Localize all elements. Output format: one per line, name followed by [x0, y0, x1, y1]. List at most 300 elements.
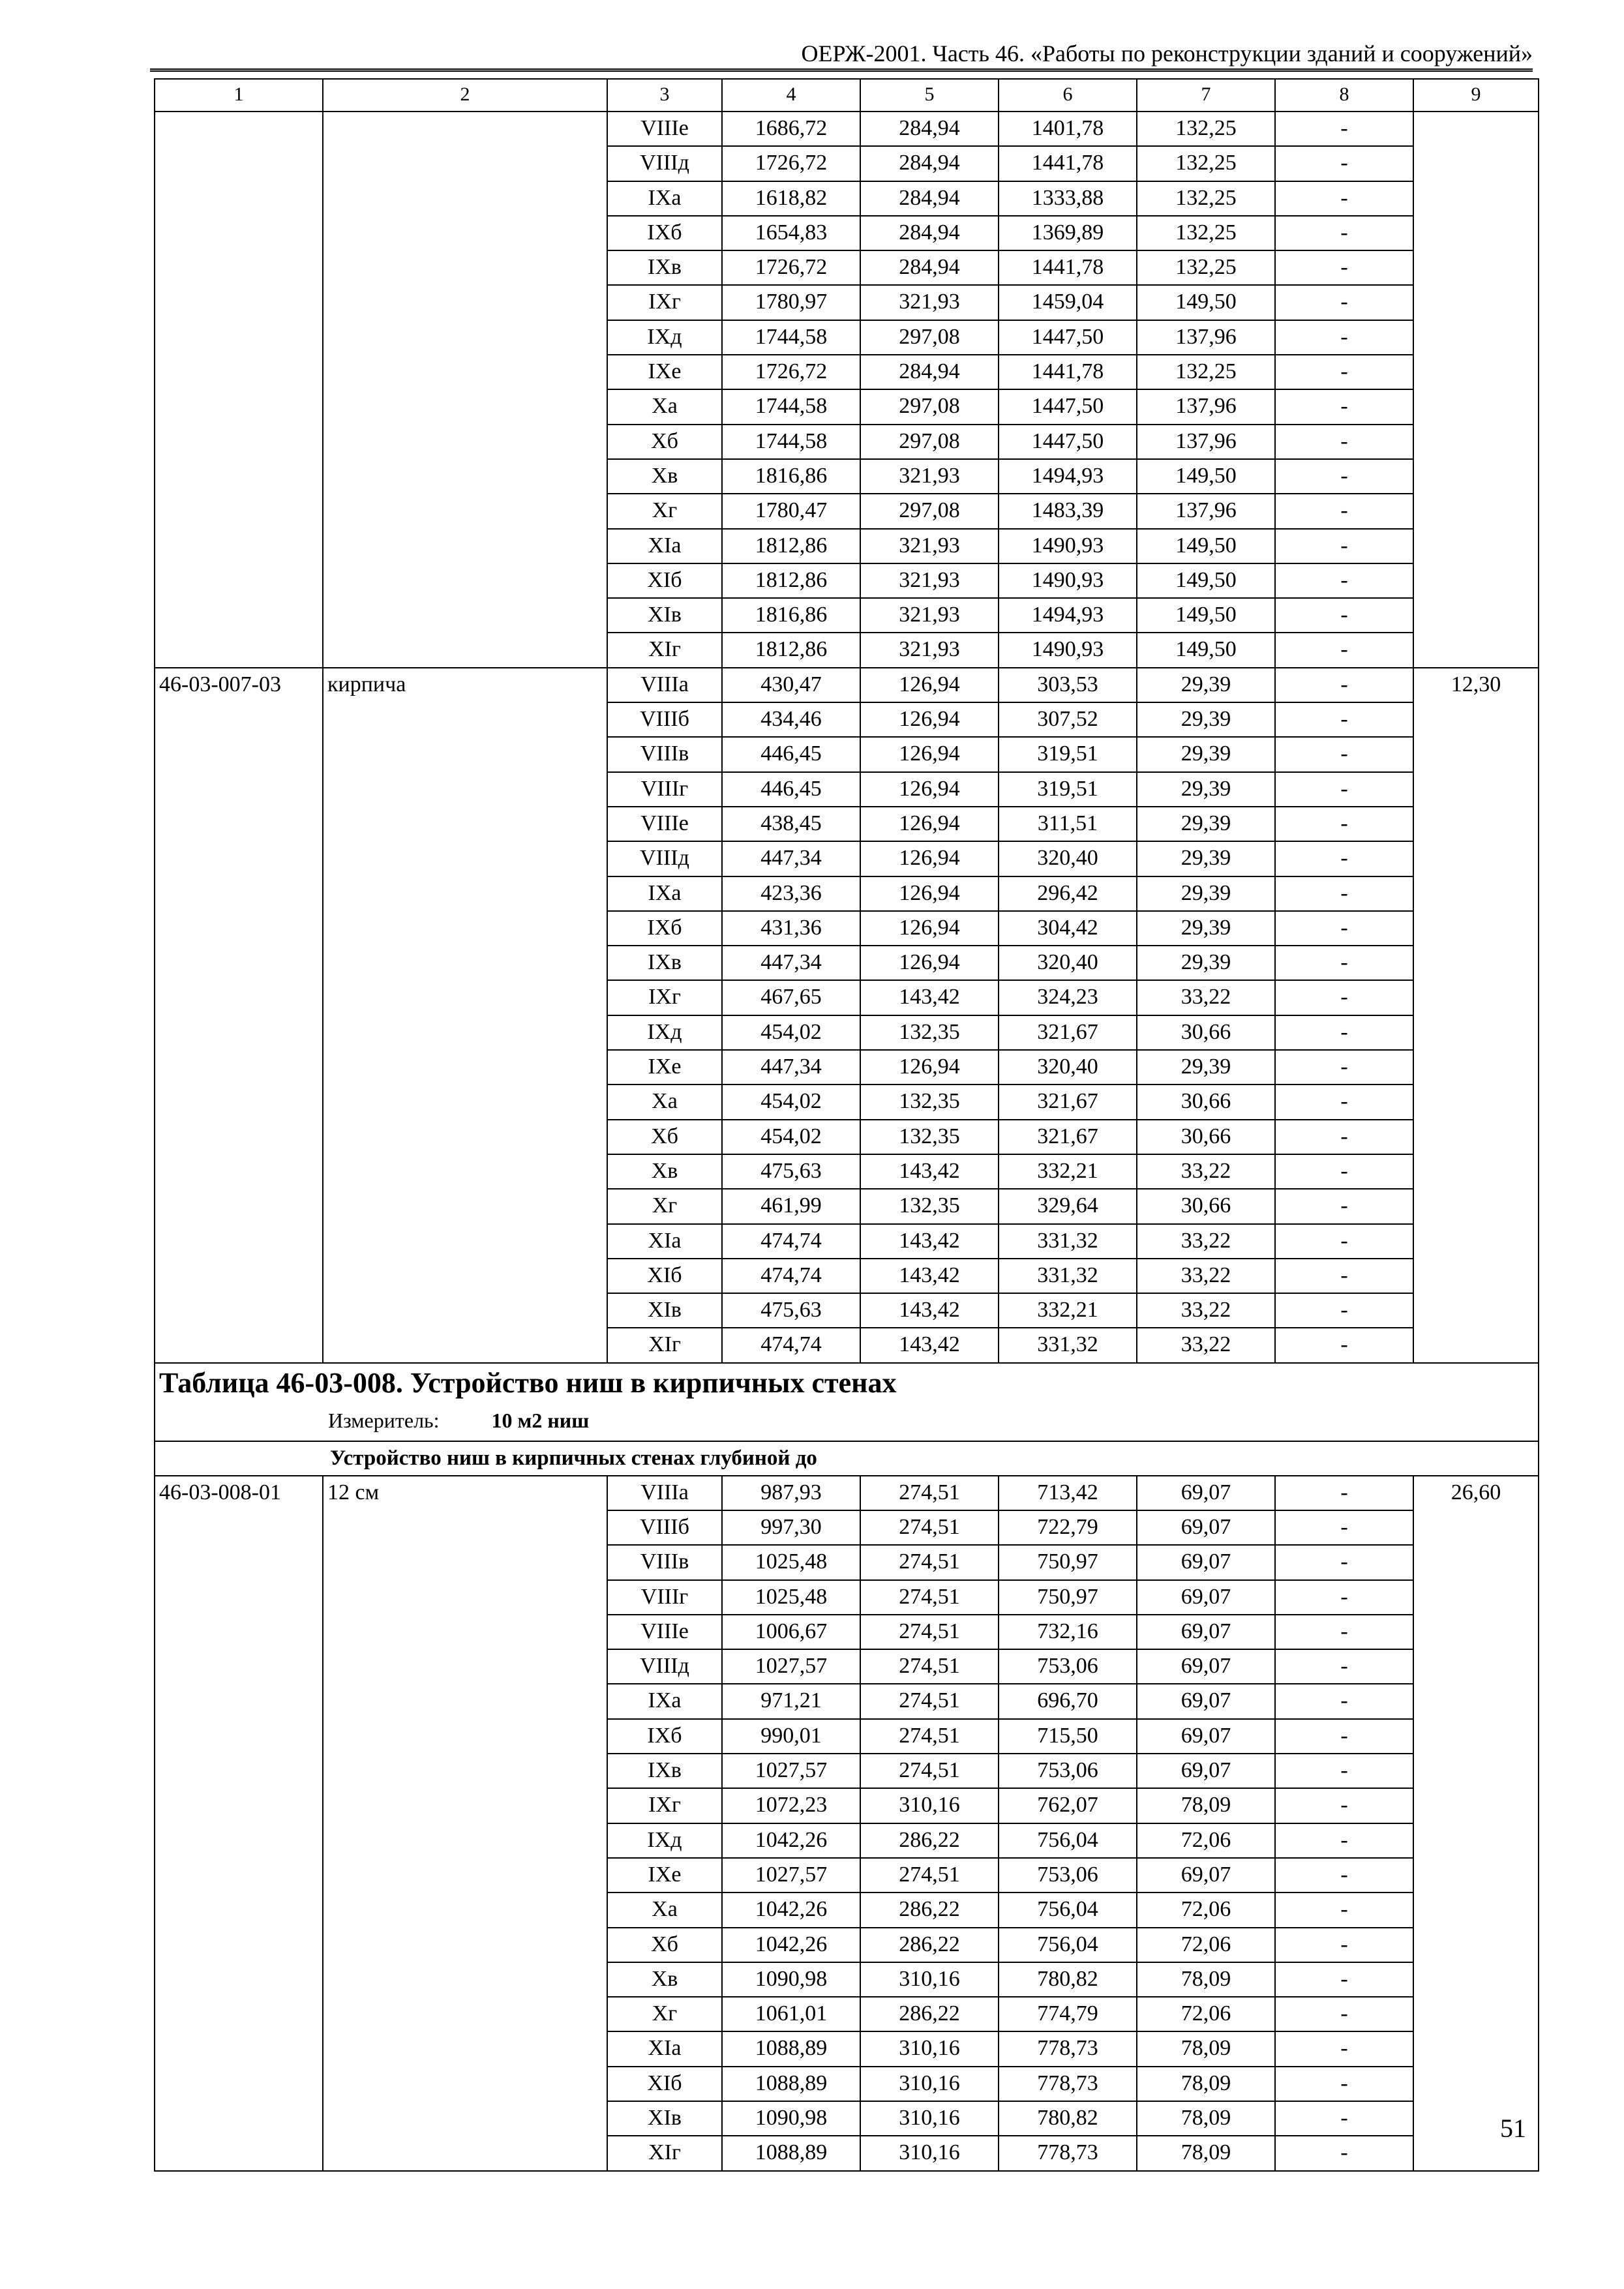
table-row: [155, 1259, 1539, 1293]
labor-cost-cell: [1413, 320, 1539, 355]
work-name-cell: [323, 1259, 607, 1293]
rate-code-cell: [155, 563, 323, 598]
work-name-cell: [323, 876, 607, 911]
value-cell: -: [1275, 425, 1413, 459]
value-cell: 78,09: [1137, 2101, 1275, 2136]
rate-code-cell: [155, 1050, 323, 1085]
value-cell: 284,94: [860, 216, 999, 250]
value-cell: 1490,93: [999, 529, 1137, 563]
work-name-cell: [323, 1154, 607, 1189]
work-name-cell: кирпича: [323, 668, 607, 702]
value-cell: -: [1275, 320, 1413, 355]
value-cell: 132,35: [860, 1189, 999, 1223]
rate-code-cell: [155, 529, 323, 563]
value-cell: 29,39: [1137, 911, 1275, 946]
table-row: [155, 216, 1539, 250]
value-cell: 297,08: [860, 425, 999, 459]
value-cell: 321,67: [999, 1120, 1137, 1154]
value-cell: 137,96: [1137, 494, 1275, 528]
price-table: [154, 78, 1539, 2172]
table-title-row: [155, 1363, 1539, 1441]
value-cell: 132,25: [1137, 181, 1275, 216]
value-cell: 447,34: [722, 946, 860, 980]
value-cell: 30,66: [1137, 1015, 1275, 1050]
value-cell: 332,21: [999, 1154, 1137, 1189]
labor-cost-cell: [1413, 1615, 1539, 1649]
column-header-row: [155, 79, 1539, 112]
value-cell: XIа: [607, 529, 722, 563]
value-cell: 438,45: [722, 807, 860, 841]
table-row: [155, 1893, 1539, 1927]
value-cell: 1061,01: [722, 1997, 860, 2031]
table-subtitle: Устройство ниш в кирпичных стенах глубиной до: [155, 1441, 1539, 1476]
value-cell: -: [1275, 1997, 1413, 2031]
rate-code-cell: [155, 946, 323, 980]
value-cell: Xа: [607, 1893, 722, 1927]
work-name-cell: [323, 1050, 607, 1085]
labor-cost-cell: [1413, 494, 1539, 528]
value-cell: 286,22: [860, 1997, 999, 2031]
table-row: [155, 529, 1539, 563]
value-cell: 137,96: [1137, 389, 1275, 424]
table-row: [155, 1120, 1539, 1154]
value-cell: VIIIд: [607, 146, 722, 181]
value-cell: 1447,50: [999, 389, 1137, 424]
value-cell: 713,42: [999, 1476, 1137, 1510]
rate-code-cell: [155, 285, 323, 320]
table-row: [155, 1719, 1539, 1754]
labor-cost-cell: [1413, 216, 1539, 250]
table-row: [155, 841, 1539, 876]
value-cell: 762,07: [999, 1788, 1137, 1823]
rate-code-cell: [155, 2067, 323, 2101]
value-cell: 284,94: [860, 112, 999, 146]
value-cell: 310,16: [860, 2031, 999, 2066]
value-cell: XIв: [607, 598, 722, 633]
value-cell: 149,50: [1137, 459, 1275, 494]
value-cell: 1090,98: [722, 2101, 860, 2136]
value-cell: 297,08: [860, 320, 999, 355]
table-row: [155, 2031, 1539, 2066]
value-cell: 274,51: [860, 1684, 999, 1718]
value-cell: 321,93: [860, 633, 999, 667]
rate-code-cell: [155, 320, 323, 355]
work-name-cell: [323, 1823, 607, 1858]
value-cell: 321,93: [860, 459, 999, 494]
table-row: [155, 181, 1539, 216]
value-cell: -: [1275, 1754, 1413, 1788]
column-header: 7: [1137, 79, 1275, 112]
value-cell: 33,22: [1137, 980, 1275, 1015]
value-cell: -: [1275, 1719, 1413, 1754]
value-cell: 1042,26: [722, 1823, 860, 1858]
work-name-cell: [323, 2031, 607, 2066]
value-cell: 78,09: [1137, 2067, 1275, 2101]
value-cell: -: [1275, 668, 1413, 702]
value-cell: 30,66: [1137, 1189, 1275, 1223]
work-name-cell: [323, 841, 607, 876]
work-name-cell: [323, 1545, 607, 1579]
value-cell: IXа: [607, 876, 722, 911]
value-cell: 29,39: [1137, 876, 1275, 911]
value-cell: 319,51: [999, 737, 1137, 771]
value-cell: 126,94: [860, 946, 999, 980]
work-name-cell: [323, 355, 607, 389]
rate-code-cell: [155, 2101, 323, 2136]
value-cell: 753,06: [999, 1649, 1137, 1684]
value-cell: -: [1275, 1120, 1413, 1154]
value-cell: 971,21: [722, 1684, 860, 1718]
value-cell: 430,47: [722, 668, 860, 702]
rate-code-cell: [155, 1120, 323, 1154]
value-cell: 126,94: [860, 841, 999, 876]
labor-cost-cell: [1413, 2031, 1539, 2066]
table-row: [155, 772, 1539, 807]
value-cell: 286,22: [860, 1823, 999, 1858]
work-name-cell: 12 см: [323, 1476, 607, 1510]
labor-cost-cell: [1413, 1545, 1539, 1579]
table-row: [155, 285, 1539, 320]
work-name-cell: [323, 1615, 607, 1649]
labor-cost-cell: [1413, 459, 1539, 494]
value-cell: 329,64: [999, 1189, 1137, 1223]
work-name-cell: [323, 425, 607, 459]
value-cell: 434,46: [722, 702, 860, 737]
value-cell: 696,70: [999, 1684, 1137, 1718]
labor-cost-cell: [1413, 807, 1539, 841]
rate-code-cell: [155, 1997, 323, 2031]
value-cell: 454,02: [722, 1015, 860, 1050]
value-cell: 72,06: [1137, 1928, 1275, 1962]
table-row: [155, 2067, 1539, 2101]
work-name-cell: [323, 1928, 607, 1962]
measure-value: 10 м2 ниш: [491, 1408, 590, 1432]
value-cell: VIIIд: [607, 1649, 722, 1684]
column-header: 2: [323, 79, 607, 112]
value-cell: 30,66: [1137, 1085, 1275, 1119]
value-cell: -: [1275, 285, 1413, 320]
value-cell: VIIIб: [607, 1510, 722, 1545]
value-cell: IXе: [607, 1858, 722, 1893]
value-cell: 321,93: [860, 563, 999, 598]
value-cell: Xа: [607, 389, 722, 424]
value-cell: -: [1275, 1580, 1413, 1615]
work-name-cell: [323, 911, 607, 946]
value-cell: 1042,26: [722, 1928, 860, 1962]
value-cell: 143,42: [860, 1328, 999, 1362]
value-cell: 332,21: [999, 1293, 1137, 1328]
table-row: [155, 1293, 1539, 1328]
labor-cost-cell: [1413, 737, 1539, 771]
work-name-cell: [323, 1580, 607, 1615]
value-cell: 1812,86: [722, 529, 860, 563]
value-cell: -: [1275, 389, 1413, 424]
labor-cost-cell: [1413, 772, 1539, 807]
labor-cost-cell: [1413, 1684, 1539, 1718]
value-cell: VIIIе: [607, 1615, 722, 1649]
value-cell: 321,93: [860, 598, 999, 633]
table-row: [155, 425, 1539, 459]
value-cell: 1726,72: [722, 355, 860, 389]
table-row: [155, 1962, 1539, 1997]
value-cell: 474,74: [722, 1259, 860, 1293]
value-cell: -: [1275, 112, 1413, 146]
value-cell: -: [1275, 2101, 1413, 2136]
value-cell: 1744,58: [722, 389, 860, 424]
rate-code-cell: [155, 1788, 323, 1823]
value-cell: 274,51: [860, 1858, 999, 1893]
work-name-cell: [323, 389, 607, 424]
table-row: [155, 1050, 1539, 1085]
value-cell: 137,96: [1137, 320, 1275, 355]
value-cell: -: [1275, 1615, 1413, 1649]
value-cell: 274,51: [860, 1754, 999, 1788]
column-header: 8: [1275, 79, 1413, 112]
work-name-cell: [323, 1085, 607, 1119]
value-cell: 126,94: [860, 911, 999, 946]
value-cell: 310,16: [860, 1788, 999, 1823]
table-row: [155, 459, 1539, 494]
value-cell: Xа: [607, 1085, 722, 1119]
value-cell: 78,09: [1137, 1788, 1275, 1823]
value-cell: 1780,47: [722, 494, 860, 528]
value-cell: 33,22: [1137, 1154, 1275, 1189]
value-cell: 69,07: [1137, 1510, 1275, 1545]
work-name-cell: [323, 946, 607, 980]
table-row: [155, 1754, 1539, 1788]
value-cell: -: [1275, 529, 1413, 563]
table-row: [155, 1154, 1539, 1189]
value-cell: IXд: [607, 320, 722, 355]
value-cell: 774,79: [999, 1997, 1137, 2031]
value-cell: 284,94: [860, 355, 999, 389]
table-row: [155, 1224, 1539, 1259]
value-cell: XIб: [607, 1259, 722, 1293]
value-cell: 310,16: [860, 2067, 999, 2101]
work-name-cell: [323, 737, 607, 771]
labor-cost-cell: [1413, 1224, 1539, 1259]
value-cell: 1744,58: [722, 425, 860, 459]
value-cell: 1447,50: [999, 320, 1137, 355]
value-cell: -: [1275, 1788, 1413, 1823]
value-cell: 1483,39: [999, 494, 1137, 528]
labor-cost-cell: [1413, 598, 1539, 633]
value-cell: 1744,58: [722, 320, 860, 355]
labor-cost-cell: [1413, 181, 1539, 216]
column-header: 4: [722, 79, 860, 112]
work-name-cell: [323, 2136, 607, 2170]
value-cell: -: [1275, 1510, 1413, 1545]
labor-cost-cell: [1413, 1823, 1539, 1858]
value-cell: 732,16: [999, 1615, 1137, 1649]
value-cell: 1006,67: [722, 1615, 860, 1649]
labor-cost-cell: [1413, 1085, 1539, 1119]
table-row: [155, 1510, 1539, 1545]
value-cell: VIIIе: [607, 112, 722, 146]
value-cell: Xг: [607, 494, 722, 528]
work-name-cell: [323, 459, 607, 494]
value-cell: 72,06: [1137, 1997, 1275, 2031]
rate-code-cell: [155, 633, 323, 667]
value-cell: -: [1275, 2136, 1413, 2170]
value-cell: -: [1275, 146, 1413, 181]
rate-code-cell: [155, 494, 323, 528]
labor-cost-cell: [1413, 1893, 1539, 1927]
value-cell: 132,35: [860, 1085, 999, 1119]
rate-code-cell: [155, 1928, 323, 1962]
value-cell: 1025,48: [722, 1580, 860, 1615]
value-cell: 778,73: [999, 2067, 1137, 2101]
work-name-cell: [323, 1893, 607, 1927]
table-row: [155, 1684, 1539, 1718]
value-cell: Xв: [607, 1154, 722, 1189]
value-cell: 331,32: [999, 1259, 1137, 1293]
value-cell: 33,22: [1137, 1293, 1275, 1328]
value-cell: 297,08: [860, 494, 999, 528]
value-cell: 331,32: [999, 1328, 1137, 1362]
value-cell: 297,08: [860, 389, 999, 424]
value-cell: 756,04: [999, 1823, 1137, 1858]
rate-code-cell: [155, 389, 323, 424]
value-cell: 33,22: [1137, 1224, 1275, 1259]
value-cell: -: [1275, 1189, 1413, 1223]
value-cell: 1441,78: [999, 250, 1137, 285]
value-cell: XIб: [607, 563, 722, 598]
value-cell: -: [1275, 1476, 1413, 1510]
value-cell: 1401,78: [999, 112, 1137, 146]
work-name-cell: [323, 1120, 607, 1154]
value-cell: 78,09: [1137, 1962, 1275, 1997]
rate-code-cell: [155, 1684, 323, 1718]
rate-code-cell: [155, 1893, 323, 1927]
labor-cost-cell: [1413, 285, 1539, 320]
labor-cost-cell: [1413, 1510, 1539, 1545]
value-cell: 132,35: [860, 1120, 999, 1154]
value-cell: 126,94: [860, 668, 999, 702]
work-name-cell: [323, 1997, 607, 2031]
value-cell: 1088,89: [722, 2031, 860, 2066]
value-cell: 454,02: [722, 1120, 860, 1154]
work-name-cell: [323, 633, 607, 667]
value-cell: 69,07: [1137, 1684, 1275, 1718]
work-name-cell: [323, 1189, 607, 1223]
value-cell: 284,94: [860, 250, 999, 285]
value-cell: -: [1275, 702, 1413, 737]
table-row: [155, 355, 1539, 389]
labor-cost-cell: [1413, 1120, 1539, 1154]
value-cell: -: [1275, 911, 1413, 946]
value-cell: 143,42: [860, 1224, 999, 1259]
value-cell: 132,25: [1137, 216, 1275, 250]
value-cell: 320,40: [999, 841, 1137, 876]
value-cell: 1072,23: [722, 1788, 860, 1823]
rate-code-cell: [155, 425, 323, 459]
value-cell: XIг: [607, 2136, 722, 2170]
value-cell: XIг: [607, 1328, 722, 1362]
value-cell: XIв: [607, 1293, 722, 1328]
value-cell: 990,01: [722, 1719, 860, 1754]
rate-code-cell: [155, 1259, 323, 1293]
work-name-cell: [323, 1293, 607, 1328]
table-row: [155, 320, 1539, 355]
table-row: [155, 946, 1539, 980]
value-cell: 29,39: [1137, 668, 1275, 702]
rate-code-cell: [155, 181, 323, 216]
value-cell: 722,79: [999, 1510, 1137, 1545]
labor-cost-cell: [1413, 1649, 1539, 1684]
labor-cost-cell: [1413, 146, 1539, 181]
value-cell: 143,42: [860, 980, 999, 1015]
value-cell: IXб: [607, 911, 722, 946]
value-cell: 69,07: [1137, 1649, 1275, 1684]
value-cell: 311,51: [999, 807, 1137, 841]
table-row: [155, 2101, 1539, 2136]
value-cell: 149,50: [1137, 529, 1275, 563]
table-measure: [155, 1403, 1538, 1438]
value-cell: 321,67: [999, 1015, 1137, 1050]
value-cell: -: [1275, 1085, 1413, 1119]
table-row: [155, 1580, 1539, 1615]
value-cell: -: [1275, 1858, 1413, 1893]
table-row: [155, 1928, 1539, 1962]
value-cell: 149,50: [1137, 285, 1275, 320]
value-cell: 29,39: [1137, 807, 1275, 841]
labor-cost-cell: [1413, 425, 1539, 459]
value-cell: VIIIд: [607, 841, 722, 876]
work-name-cell: [323, 702, 607, 737]
value-cell: -: [1275, 876, 1413, 911]
rate-code-cell: [155, 1719, 323, 1754]
value-cell: 475,63: [722, 1293, 860, 1328]
work-name-cell: [323, 1328, 607, 1362]
value-cell: 321,67: [999, 1085, 1137, 1119]
table-row: [155, 112, 1539, 146]
rate-code-cell: [155, 2031, 323, 2066]
rate-code-cell: [155, 1085, 323, 1119]
value-cell: -: [1275, 2031, 1413, 2066]
value-cell: -: [1275, 1649, 1413, 1684]
rate-code-cell: [155, 112, 323, 146]
labor-cost-cell: [1413, 1580, 1539, 1615]
rate-code-cell: [155, 598, 323, 633]
value-cell: VIIIе: [607, 807, 722, 841]
rate-code-cell: 46-03-007-03: [155, 668, 323, 702]
value-cell: 310,16: [860, 2101, 999, 2136]
rate-code-cell: [155, 1015, 323, 1050]
value-cell: 29,39: [1137, 772, 1275, 807]
value-cell: 1618,82: [722, 181, 860, 216]
value-cell: 431,36: [722, 911, 860, 946]
rate-code-cell: [155, 459, 323, 494]
rate-code-cell: 46-03-008-01: [155, 1476, 323, 1510]
labor-cost-cell: [1413, 1754, 1539, 1788]
value-cell: 132,35: [860, 1015, 999, 1050]
rate-code-cell: [155, 1154, 323, 1189]
labor-cost-cell: [1413, 1050, 1539, 1085]
value-cell: IXа: [607, 181, 722, 216]
column-header: 9: [1413, 79, 1539, 112]
work-name-cell: [323, 563, 607, 598]
labor-cost-cell: [1413, 946, 1539, 980]
value-cell: 778,73: [999, 2136, 1137, 2170]
value-cell: 132,25: [1137, 250, 1275, 285]
value-cell: IXе: [607, 355, 722, 389]
value-cell: IXб: [607, 216, 722, 250]
value-cell: 1025,48: [722, 1545, 860, 1579]
value-cell: 1726,72: [722, 146, 860, 181]
value-cell: VIIIг: [607, 1580, 722, 1615]
work-name-cell: [323, 807, 607, 841]
